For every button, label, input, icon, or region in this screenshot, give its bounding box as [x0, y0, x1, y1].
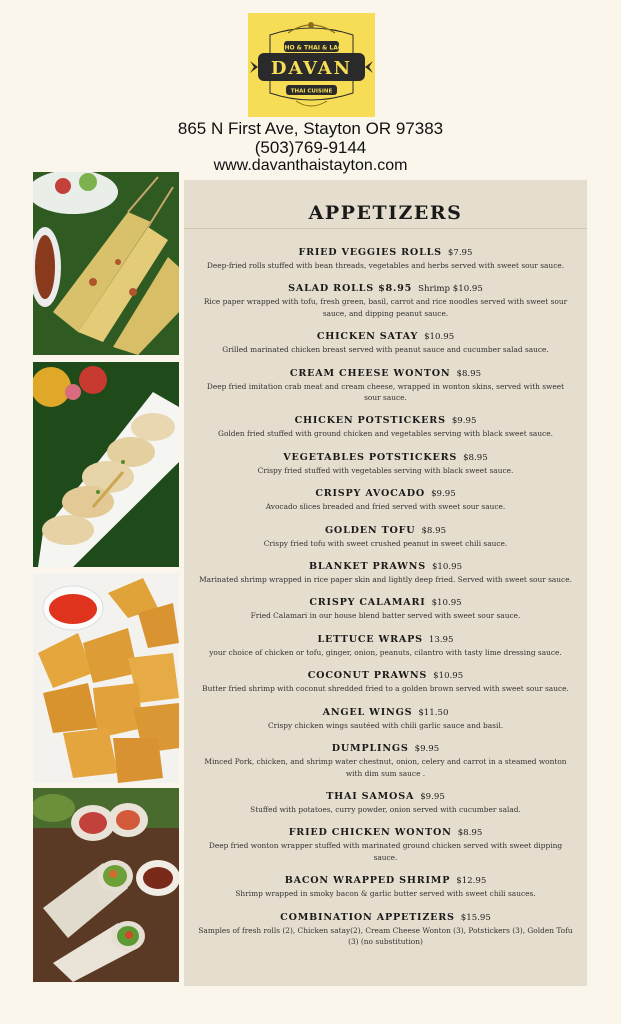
restaurant-phone[interactable]: (503)769-9144 [254, 138, 367, 157]
menu-item [194, 868, 577, 899]
cream-cheese-wonton-photo [33, 573, 179, 783]
menu-item-name: FRIED VEGGIES ROLLS [298, 247, 442, 258]
title-divider [184, 228, 587, 229]
menu-panel [184, 180, 587, 986]
menu-item-price: $9.95 [420, 791, 445, 802]
menu-item [194, 408, 577, 439]
chicken-satay-photo [33, 172, 179, 355]
menu-item [194, 518, 577, 549]
menu-item-description: Minced Pork, chicken, and shrimp water chestnut, onion, celery and carrot in a steamed wonton with dim sum sauce . [204, 757, 567, 778]
menu-item-name: ANGEL WINGS [322, 706, 413, 718]
menu-item-description: Crispy fried tofu with sweet crushed peanut in sweet chili sauce. [263, 538, 508, 548]
menu-item-price: $8.95 [456, 368, 482, 379]
menu-item-description: Deep fried imitation crab meat and cream cheese, wrapped in wonton skins, served with sweet sour sauce. [206, 381, 565, 403]
menu-item-price: $11.50 [418, 707, 449, 718]
menu-item [194, 445, 577, 476]
menu-item [194, 361, 577, 404]
menu-item [194, 663, 577, 694]
menu-item [194, 627, 577, 658]
menu-item-description: Avocado slices breaded and fried served with sweet sour sauce. [265, 502, 506, 512]
menu-item [194, 240, 577, 271]
potstickers-photo [33, 362, 179, 567]
menu-item-description: Fried Calamari in our house blend batter served with sweet sour sauce. [250, 611, 521, 621]
menu-item-name: THAI SAMOSA [326, 790, 415, 802]
logo-emblem [248, 13, 375, 117]
menu-item-price: 13.95 [428, 634, 454, 645]
menu-item-price: Shrimp $10.95 [418, 284, 483, 295]
menu-item-name: CHICKEN POTSTICKERS [294, 415, 446, 427]
menu-item-price: $10.95 [433, 671, 464, 682]
menu-item-name: CRISPY AVOCADO [315, 488, 426, 500]
logo-name: DAVAN [270, 58, 353, 79]
salad-rolls-photo [33, 788, 179, 982]
menu-item-name: LETTUCE WRAPS [317, 633, 423, 645]
menu-item [194, 276, 577, 319]
menu-item-description: Grilled marinated chicken breast served with peanut sauce and cucumber salad sauce. [222, 345, 549, 355]
menu-item-name: COCONUT PRAWNS [307, 670, 428, 682]
menu-item [194, 481, 577, 512]
menu-item-name: FRIED CHICKEN WONTON [288, 827, 452, 839]
menu-item-description: Rice paper wrapped with tofu, fresh green, basil, carrot and rice noodles served with sweet sour sauce, and dipping peanut sauce. [203, 297, 568, 318]
menu-item-price: $8.95 [457, 828, 483, 839]
menu-item-price: $7.95 [447, 248, 473, 258]
menu-item-price: $10.95 [424, 332, 455, 343]
menu-item [194, 905, 577, 948]
menu-item-description: Butter fried shrimp with coconut shredded fried to a golden brown served with sweet sour sauce. [202, 684, 569, 694]
restaurant-logo [248, 13, 375, 117]
menu-item [194, 736, 577, 779]
section-title: APPETIZERS [308, 202, 463, 224]
logo-top-text: PHO & THAI & LAO [280, 44, 343, 52]
menu-item-description: Crispy fried stuffed with vegetables serving with black sweet sauce. [257, 465, 514, 475]
menu-item [194, 554, 577, 585]
menu-item-price: $10.95 [431, 562, 463, 573]
restaurant-address: 865 N First Ave, Stayton OR 97383 [177, 119, 444, 138]
menu-item-name: CREAM CHEESE WONTON [289, 367, 451, 379]
menu-item-name: CHICKEN SATAY [316, 331, 419, 343]
menu-item-description: Samples of fresh rolls (2), Chicken satay(2), Cream Cheese Wonton (3), Potstickers (3), Golden Tofu (3) (no substitution) [198, 925, 573, 946]
menu-item-description: Deep fried wonton wrapper stuffed with marinated ground chicken served with sweet dipping sauce. [208, 841, 563, 862]
menu-item [194, 820, 577, 863]
menu-item-description: Marinated shrimp wrapped in rice paper skin and lightly deep fried. Served with sweet sour sauce. [199, 575, 572, 585]
menu-item-description: Golden fried stuffed with ground chicken and vegetables serving with black sweet sauce. [218, 429, 553, 439]
menu-item [194, 700, 577, 731]
logo-bottom-text: THAI CUISINE [290, 88, 333, 95]
menu-item-price: $15.95 [460, 912, 491, 923]
menu-item-name: BACON WRAPPED SHRIMP [284, 875, 451, 887]
menu-item-price: $8.95 [421, 525, 447, 536]
menu-item-name: VEGETABLES POTSTICKERS [283, 451, 458, 463]
menu-item-price: $10.95 [431, 598, 462, 609]
menu-item-price: $9.95 [431, 489, 456, 500]
menu-item [194, 590, 577, 621]
menu-item-list [194, 240, 577, 952]
menu-item-name: CRISPY CALAMARI [309, 597, 426, 609]
restaurant-website[interactable]: www.davanthaistayton.com [213, 157, 408, 174]
menu-item-name: BLANKET PRAWNS [308, 561, 426, 573]
menu-item-price: $9.95 [414, 744, 440, 755]
menu-item-description: your choice of chicken or tofu, ginger, onion, peanuts, cilantro with tasty lime dressing sauce. [209, 647, 562, 657]
menu-item-name: GOLDEN TOFU [324, 524, 416, 536]
menu-item-name: SALAD ROLLS $8.95 [288, 283, 413, 295]
menu-item-price: $9.95 [451, 416, 477, 427]
menu-item-price: $8.95 [463, 452, 488, 463]
menu-item [194, 784, 577, 815]
menu-item-name: COMBINATION APPETIZERS [280, 911, 455, 923]
menu-item-description: Crispy chicken wings sautéed with chili garlic sauce and basil. [267, 720, 504, 730]
menu-item-price: $12.95 [456, 876, 487, 887]
menu-item-description: Shrimp wrapped in smoky bacon & garlic butter served with sweet chili sauces. [235, 889, 536, 899]
menu-item-description: Stuffed with potatoes, curry powder, onion served with cucumber salad. [250, 804, 521, 814]
menu-item [194, 324, 577, 355]
menu-item-description: Deep-fried rolls stuffed with bean threads, vegetables and herbs served with sweet sour sauce. [206, 261, 565, 270]
menu-item-name: DUMPLINGS [331, 743, 409, 755]
